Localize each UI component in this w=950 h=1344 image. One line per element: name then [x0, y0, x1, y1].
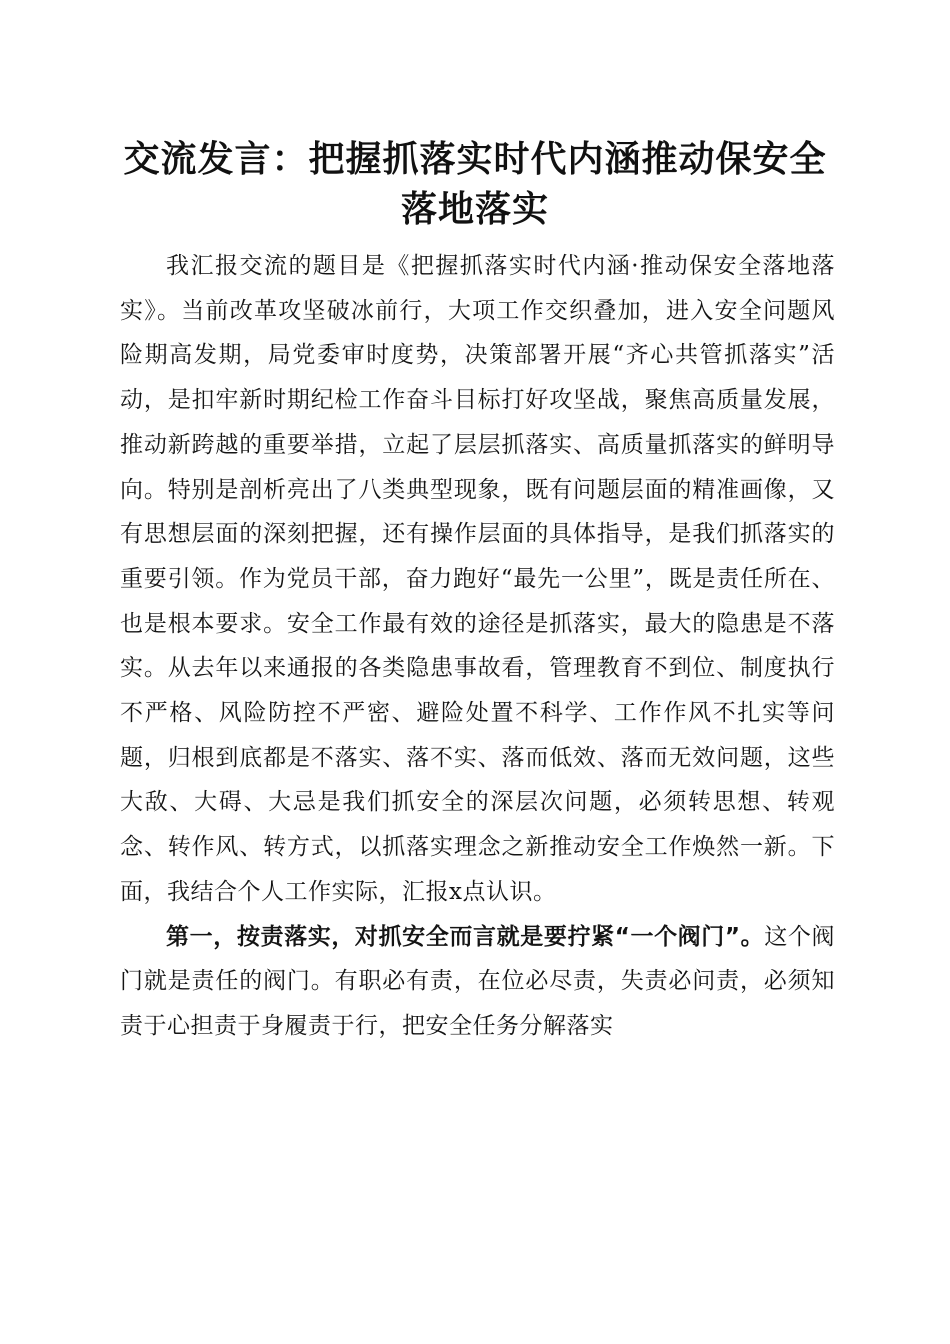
document-title: 交流发言：把握抓落实时代内涵推动保安全落地落实 — [123, 138, 827, 230]
paragraph-intro: 我汇报交流的题目是《把握抓落实时代内涵·推动保安全落地落实》。当前改革攻坚破冰前行，大项工作交织叠加，进入安全问题风险期高发期，局党委审时度势，决策部署开展“齐心共管抓落实”活动，是扣牢新时期纪检工作奋斗目标打好攻坚战，聚焦高质量发展，推动新跨越的重要举措，立起了层层抓落实、高质量抓落实的鲜明导向。特别是剖析亮出了八类典型现象，既有问题层面的精准画像，又有思想层面的深刻把握，还有操作层面的具体指导，是我们抓落实的重要引领。作为党员干部，奋力跑好“最先一公里”，既是责任所在、也是根本要求。安全工作最有效的途径是抓落实，最大的隐患是不落实。从去年以来通报的各类隐患事故看，管理教育不到位、制度执行不严格、风险防控不严密、避险处置不科学、工作作风不扎实等问题，归根到底都是不落实、落不实、落而低效、落而无效问题，这些大敌、大碍、大忌是我们抓安全的深层次问题，必须转思想、转观念、转作风、转方式，以抓落实理念之新推动安全工作焕然一新。下面，我结合个人工作实际，汇报x点认识。 — [120, 253, 835, 905]
paragraph-point-one-text: 这个阀门就是责任的阀门。有职必有责，在位必尽责，失责必问责，必须知责于心担责于身履责于行，把安全任务分解落实 — [120, 923, 835, 1039]
paragraph-lead-heading: 第一，按责落实，对抓安全而言就是要拧紧“一个阀门”。 — [166, 923, 765, 950]
document-body — [120, 244, 835, 1049]
paragraph-point-one — [120, 915, 835, 1049]
